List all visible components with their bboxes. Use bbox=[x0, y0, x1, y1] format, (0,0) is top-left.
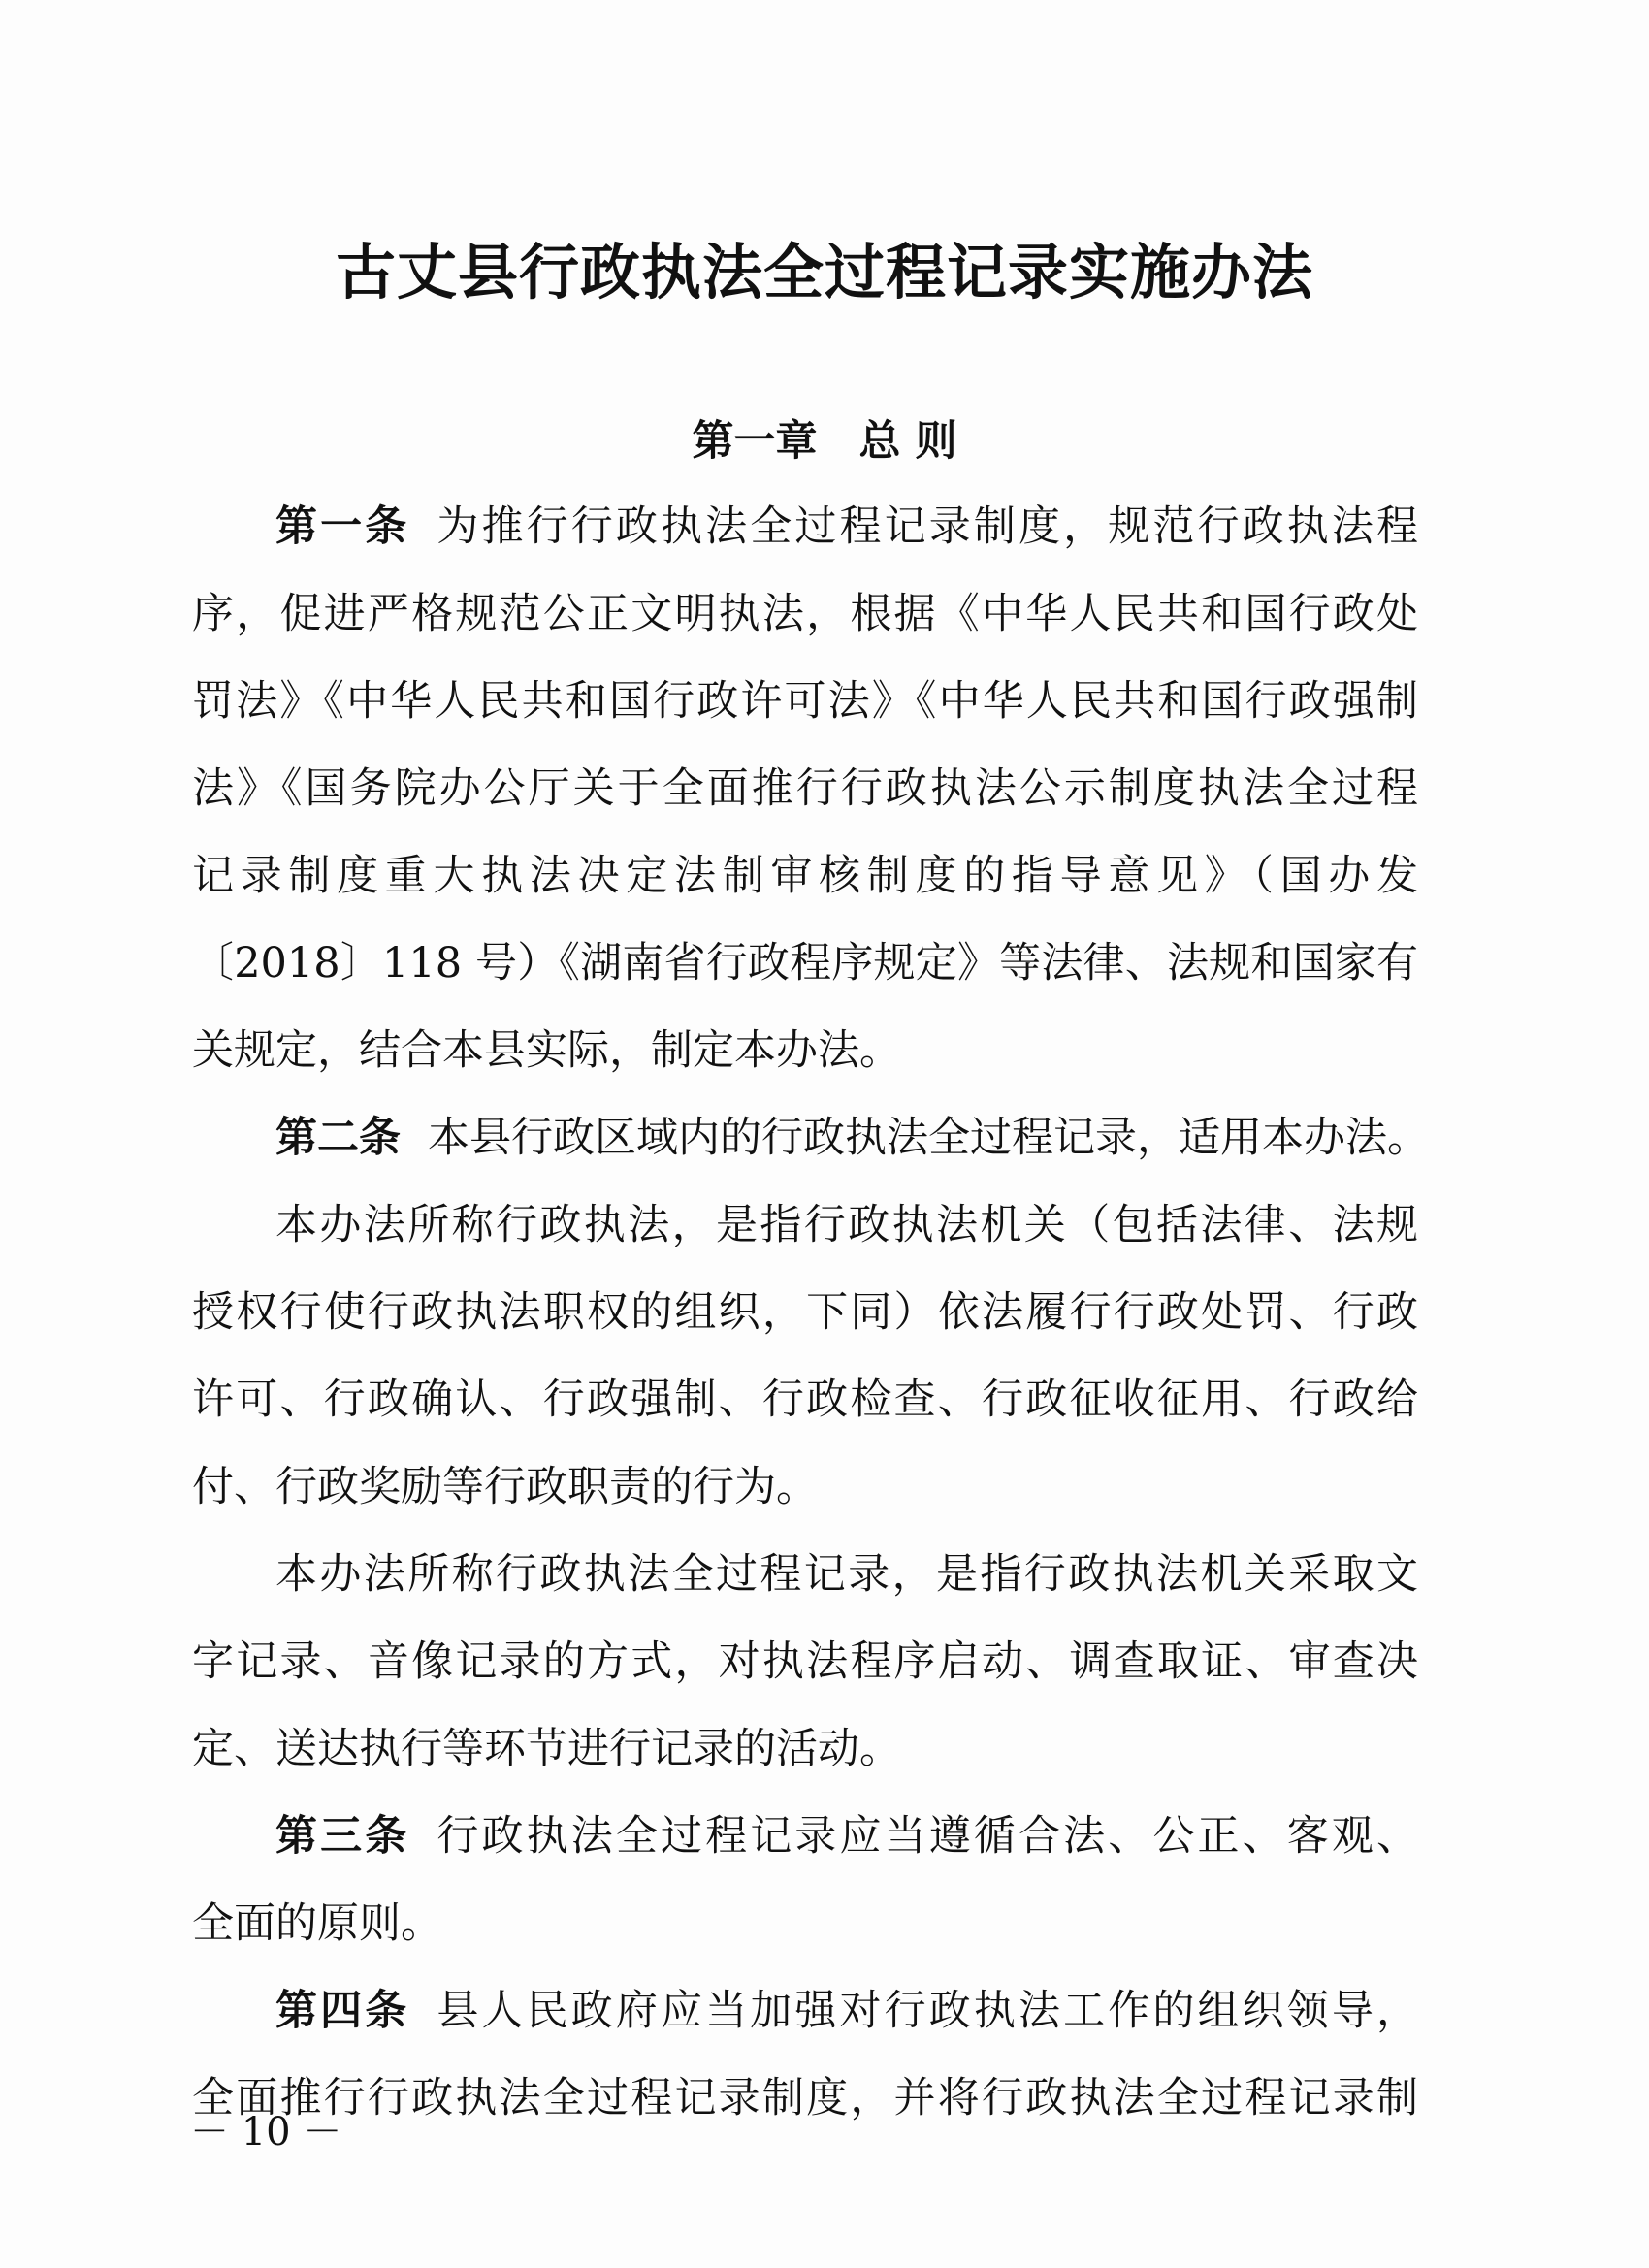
article-2-label: 第二条 bbox=[275, 1114, 401, 1162]
article-2-text: 本县行政区域内的行政执法全过程记录，适用本办法。 bbox=[428, 1114, 1429, 1162]
article-3-text: 行政执法全过程记录应当遵循合法、公正、客观、 bbox=[436, 1812, 1418, 1861]
article-2-para-2-line-1: 本办法所称行政执法全过程记录，是指行政执法机关采取文 bbox=[275, 1550, 1418, 1599]
article-1-line-2: 序，促进严格规范公正文明执法，根据《中华人民共和国行政处 bbox=[192, 590, 1418, 638]
article-4-line-2: 全面推行行政执法全过程记录制度，并将行政执法全过程记录制 bbox=[192, 2074, 1418, 2122]
chapter-heading: 第一章 总 则 bbox=[692, 417, 957, 466]
document-title: 古丈县行政执法全过程记录实施办法 bbox=[335, 237, 1313, 308]
article-3-line-1 bbox=[192, 1793, 1418, 1880]
article-1-label: 第一条 bbox=[275, 502, 410, 551]
article-4-text: 县人民政府应当加强对行政执法工作的组织领导， bbox=[436, 1987, 1418, 2035]
article-4-line-1 bbox=[192, 1967, 1418, 2055]
article-1-line-6: 〔2018〕118 号）《湖南省行政程序规定》等法律、法规和国家有 bbox=[192, 939, 1418, 988]
article-2-para-1-line-1: 本办法所称行政执法，是指行政执法机关（包括法律、法规 bbox=[275, 1201, 1418, 1249]
article-3-line-2: 全面的原则。 bbox=[192, 1899, 442, 1948]
article-1-line-4: 法》《国务院办公厅关于全面推行行政执法公示制度执法全过程 bbox=[192, 764, 1418, 813]
article-1-line-5: 记录制度重大执法决定法制审核制度的指导意见》（国办发 bbox=[192, 852, 1418, 900]
article-2-para-1-line-3: 许可、行政确认、行政强制、行政检查、行政征收征用、行政给 bbox=[192, 1376, 1418, 1424]
page-number: － 10 － bbox=[190, 2110, 342, 2155]
article-2-para-2-line-2: 字记录、音像记录的方式，对执法程序启动、调查取证、审查决 bbox=[192, 1637, 1418, 1686]
article-1-line-1 bbox=[192, 483, 1418, 570]
article-1-line-7: 关规定，结合本县实际，制定本办法。 bbox=[192, 1026, 901, 1075]
article-2-para-1-line-2: 授权行使行政执法职权的组织，下同）依法履行行政处罚、行政 bbox=[192, 1288, 1418, 1337]
article-2-line-1 bbox=[192, 1094, 1429, 1182]
article-3-label: 第三条 bbox=[275, 1812, 410, 1861]
article-2-para-1-line-4: 付、行政奖励等行政职责的行为。 bbox=[192, 1463, 818, 1511]
document-body bbox=[192, 483, 1429, 2142]
article-1-line-3: 罚法》《中华人民共和国行政许可法》《中华人民共和国行政强制 bbox=[192, 677, 1418, 726]
article-1-text: 为推行行政执法全过程记录制度，规范行政执法程 bbox=[436, 502, 1418, 551]
article-4-label: 第四条 bbox=[275, 1987, 410, 2035]
article-2-para-2-line-3: 定、送达执行等环节进行记录的活动。 bbox=[192, 1725, 901, 1773]
